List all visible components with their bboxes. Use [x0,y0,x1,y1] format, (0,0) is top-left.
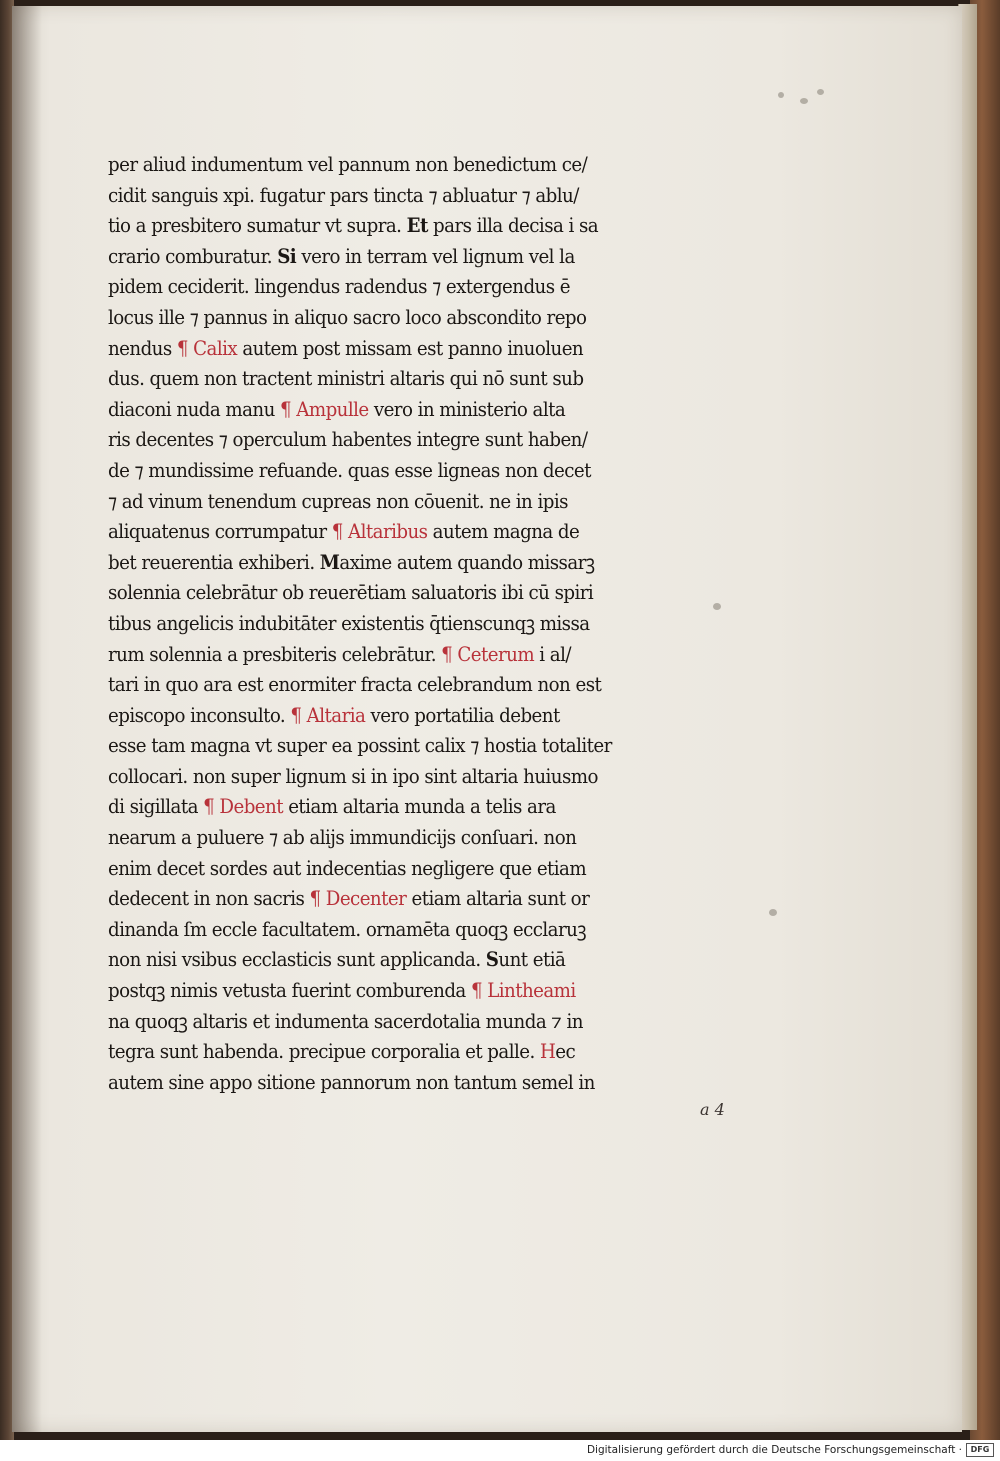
text-line [108,272,672,303]
paper-spot [800,98,808,104]
line-text: na quoqꝫ altaris et indumenta sacerdotalia munda ⁊ in [108,1009,583,1033]
line-text: autem post missam est panno inuoluen [237,336,584,360]
line-text: unt etiā [498,948,566,972]
line-text: ⁊ ad vinum tenendum cupreas non cōuenit. ne in ipis [108,489,568,513]
text-line [108,884,672,915]
line-text: locus ille ⁊ pannus in aliquo sacro loco abscondito repo [108,305,587,329]
paper-spot [778,92,784,98]
line-text: i al/ [534,642,571,666]
line-text: ris decentes ⁊ operculum habentes integre sunt haben/ [108,428,588,452]
text-line [108,364,672,395]
line-text: esse tam magna vt super ea possint calix ⁊ hostia totaliter [108,734,612,758]
text-line [108,395,672,426]
rubricated-text: H [539,1040,556,1064]
text-line [108,487,672,518]
text-line [108,517,672,548]
text-line [108,762,672,793]
line-text: rum solennia a presbiteris celebrātur. [108,642,442,666]
rubricated-text: ¶ Calix [176,336,238,360]
initial-capital: S [485,948,499,972]
line-text: vero in terram vel lignum vel la [296,244,575,268]
line-text: non nisi vsibus ecclasticis sunt applicanda. [108,948,486,972]
text-line [108,731,672,762]
line-text: aliquatenus corrumpatur [108,520,332,544]
footer [0,1440,1000,1461]
line-text: postqꝫ nimis vetusta fuerint comburenda [108,979,471,1003]
text-line [108,150,672,181]
rubricated-text: ¶ Altaribus [331,520,428,544]
line-text: vero portatilia debent [365,703,560,727]
line-text: dinanda ſm eccle facultatem. ornamēta quoqꝫ ecclaruꝫ [108,917,587,941]
rubricated-text: ¶ Ceterum [441,642,535,666]
line-text: tio a presbitero sumatur vt supra. [108,214,407,238]
text-line [108,945,672,976]
line-text: autem magna de [427,520,580,544]
funding-credit: Digitalisierung gefördert durch die Deutsche Forschungsgemeinschaft · [586,1444,962,1456]
text-line [108,1007,672,1038]
text-line [108,578,672,609]
text-line [108,211,672,242]
text-line [108,609,672,640]
rubricated-text: ¶ Ampulle [279,397,369,421]
dfg-logo-icon: DFG [966,1443,994,1457]
text-line [108,915,672,946]
initial-capital: M [319,550,340,574]
text-block [108,150,708,1098]
line-text: tegra sunt habenda. precipue corporalia et palle. [108,1040,540,1064]
line-text: collocari. non super lignum si in ipo sint altaria huiusmo [108,764,598,788]
line-text: pidem ceciderit. lingendus radendus ⁊ extergendus ē [108,275,570,299]
text-line [108,701,672,732]
text-line [108,854,672,885]
text-line [108,456,672,487]
line-text: dus. quem non tractent ministri altaris qui nō sunt sub [108,367,584,391]
text-line [108,1037,672,1068]
line-text: pars illa decisa i sa [427,214,599,238]
line-text: tari in quo ara est enormiter fracta celebrandum non est [108,673,602,697]
rubricated-text: ¶ Decenter [309,887,407,911]
gutter-shadow [12,6,42,1432]
line-text: bet reuerentia exhiberi. [108,550,320,574]
line-text: axime autem quando missarꝫ [339,550,595,574]
line-text: per aliud indumentum vel pannum non benedictum ce/ [108,153,588,176]
line-text: di sigillata [108,795,204,819]
line-text: autem sine appo sitione pannorum non tantum semel in [108,1070,595,1094]
paper-spot [817,89,824,95]
rubricated-text: ¶ Debent [203,795,283,819]
line-text: crario comburatur. [108,244,278,268]
text-line [108,976,672,1007]
line-text: nearum a puluere ⁊ ab alijs immundicijs conſuari. non [108,826,577,850]
line-text: diaconi nuda manu [108,397,280,421]
text-line [108,181,672,212]
text-line [108,640,672,671]
line-text: dedecent in non sacris [108,887,310,911]
line-text: cidit sanguis xpi. fugatur pars tincta ⁊ abluatur ⁊ ablu/ [108,183,579,207]
text-line [108,1068,672,1099]
text-line [108,242,672,273]
text-line [108,303,672,334]
line-text: vero in ministerio alta [368,397,566,421]
line-text: enim decet sordes aut indecentias negligere que etiam [108,856,587,880]
text-line [108,548,672,579]
text-line [108,823,672,854]
line-text: de ⁊ mundissime refuande. quas esse ligneas non decet [108,458,591,482]
line-text: etiam altaria munda a telis ara [282,795,556,819]
paper-spot [769,909,777,916]
text-line [108,334,672,365]
line-text: episcopo inconsulto. [108,703,291,727]
rubricated-text: ¶ Lintheami [470,979,576,1003]
initial-capital: Et [406,214,428,238]
initial-capital: Si [277,244,297,268]
text-line [108,425,672,456]
line-text: nendus [108,336,177,360]
signature-mark: a 4 [700,1100,725,1119]
text-line [108,792,672,823]
line-text: tibus angelicis indubitāter existentis q̄tienscunqꝫ missa [108,611,590,635]
line-text: etiam altaria sunt or [406,887,590,911]
rubricated-text: ¶ Altaria [290,703,366,727]
text-line [108,670,672,701]
line-text: solennia celebrātur ob reuerētiam saluatoris ibi cū spiri [108,581,594,605]
paper-spot [713,603,721,610]
line-text: ec [555,1040,576,1064]
